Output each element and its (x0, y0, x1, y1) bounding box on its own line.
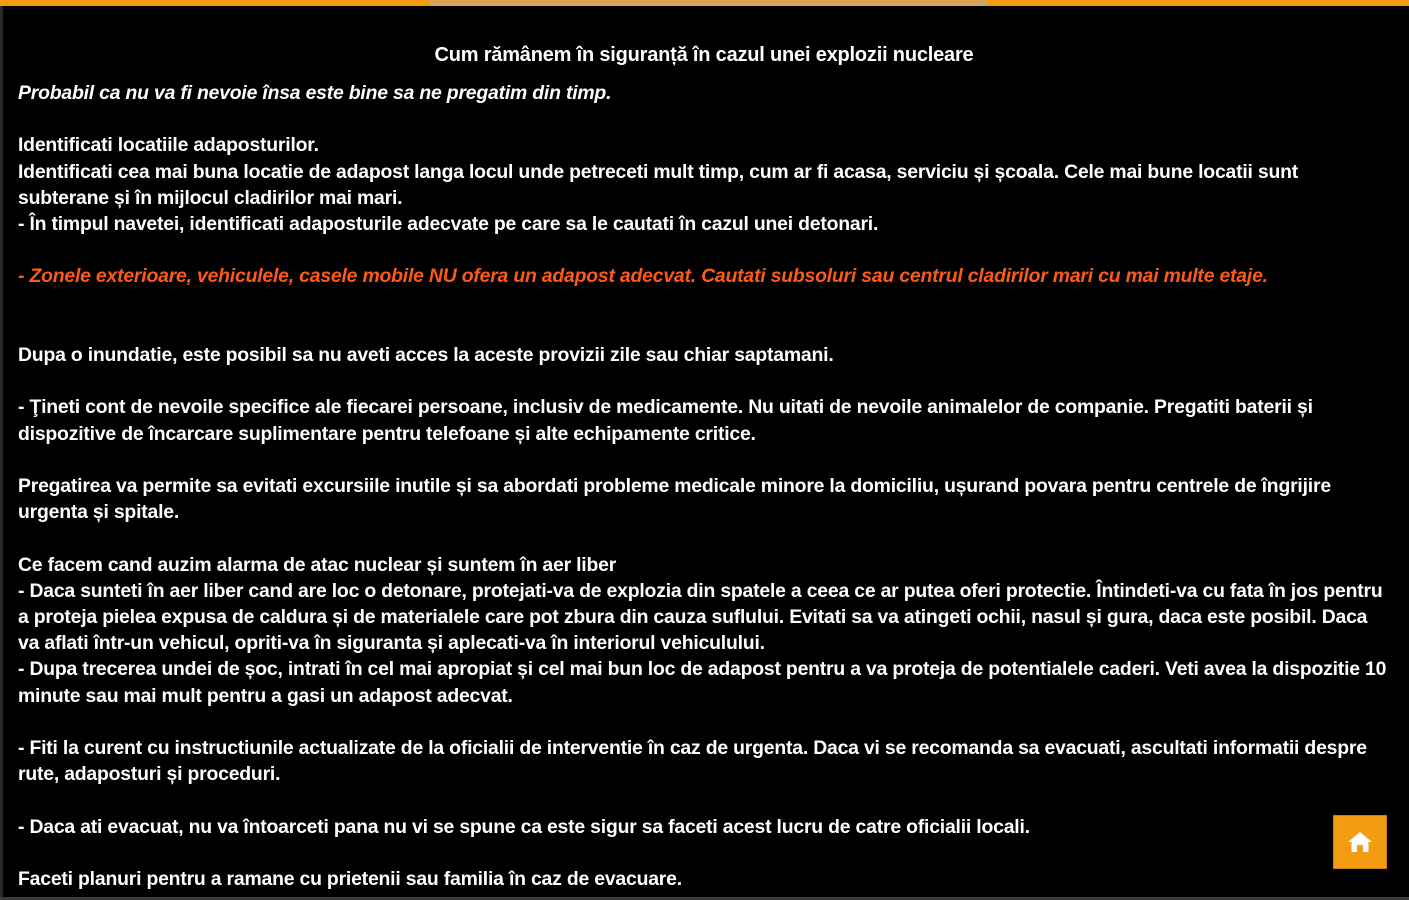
top-bar-segment (430, 0, 988, 6)
supplies-text: Dupa o inundatie, este posibil sa nu aveti acces la aceste provizii zile sau chiar saptamani. (18, 343, 834, 366)
instructions-text: - Fiti la curent cu instructiunile actualizate de la oficialii de interventie în caz de urgenta. Daca vi se recomanda sa evacuati, ascultati informatii despre rute, adaposturi și proceduri. (18, 736, 1367, 786)
plans-text: Faceti planuri pentru a ramane cu prietenii sau familia în caz de evacuare. (18, 867, 682, 890)
commute-text: - În timpul navetei, identificati adaposturile adecvate pe care sa le cautati în cazul unei detonari. (18, 213, 879, 235)
intro-text: Probabil ca nu va fi nevoie însa este bine sa ne pregatim din timp. (18, 82, 612, 104)
outdoor-heading: Ce facem cand auzim alarma de atac nuclear și suntem în aer liber (18, 553, 617, 576)
shelter-heading: Identificati locatiile adaposturilor. (18, 134, 319, 157)
shockwave-text: - Dupa trecerea undei de șoc, intrati în cel mai apropiat și cel mai bun loc de adapost pentru a va proteja de potentialele caderi. Veti avea la dispozitie 10 minute sau mai mult pentru a gasi un adapost adecvat. (18, 658, 1387, 707)
top-progress-bar (0, 0, 1409, 6)
shelter-text: Identificati cea mai buna locatie de adapost langa locul unde petreceti mult timp, cum ar fi acasa, serviciu și școala. Cele mai bune locatii sunt subterane și în mijlocul cladirilor mai mari. (18, 160, 1299, 209)
home-button[interactable] (1333, 815, 1387, 869)
left-frame (0, 6, 3, 900)
outdoor-text: - Daca sunteti în aer liber cand are loc o detonare, protejati-va de explozia din spatele a ceea ce ar putea oferi protectie. Întindeti-va cu fata în jos pentru a proteja pielea expusa de caldura și de materialele care pot zbura din cauza suflului. Evitati sa va atingeti ochii, nasul și gura, daca este posibil. Daca va aflati într-un vehicul, opriti-va în siguranta și aplecati-va în interiorul vehiculului. (18, 579, 1383, 655)
preparation-text: Pregatirea va permite sa evitati excursiile inutile și sa abordati probleme medicale minore la domiciliu, ușurand povara pentru centrele de îngrijire urgenta și spitale. (18, 474, 1331, 524)
home-icon (1347, 830, 1373, 854)
page-title: Cum rămânem în siguranță în cazul unei explozii nucleare (434, 44, 974, 66)
article-content[interactable] (18, 40, 1390, 897)
needs-text: - Ţineti cont de nevoile specifice ale fiecarei persoane, inclusiv de medicamente. Nu uitati de nevoile animalelor de companie. Pregatiti baterii și dispozitive de încarcare suplimentare pentru telefoane și alte echipamente critice. (18, 396, 1313, 445)
evacuation-text: - Daca ati evacuat, nu va întoarceti pana nu vi se spune ca este sigur sa faceti acest lucru de catre oficialii locali. (18, 815, 1030, 838)
warning-text: - Zonele exterioare, vehiculele, casele mobile NU ofera un adapost adecvat. Cautati subsoluri sau centrul cladirilor mari cu mai multe etaje. (18, 265, 1268, 288)
